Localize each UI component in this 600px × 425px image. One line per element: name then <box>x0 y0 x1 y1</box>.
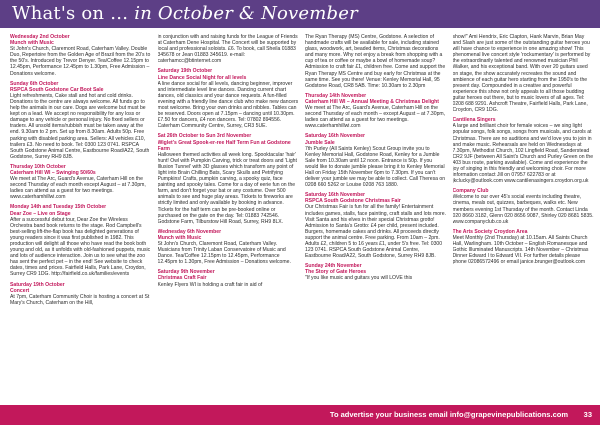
event-description: After a successful debut tour, Dear Zoe the Wireless Orchestra band book returns to the stage. Rod Campbell's best-selling lift-the-flap book has delighted generations of young readers since it was first published in 1982. This production will delight all those who have read the book both young and old, as it unfolds with old-fashioned puppets, music and lots of audience interaction. Join us to see what the zoo has sent the perfect pet – in the end! See website to check dates, times and prices. Fairfield Halls, Park Lane, Croydon, Surrey CR9 1DG. http://fairfield.co.uk/families/events <box>10 216 151 278</box>
event-entry <box>158 68 300 129</box>
event-date: Sat 26th October to Sun 3rd November <box>157 133 252 140</box>
event-date: Sunday 24th November <box>305 263 362 270</box>
event-description: 7th Purley (All Saints Kenley) Scout Group invite you to Kenley Memorial Hall, Godstone Road, Kenley for a Jumble Sale from 10.30am until 12 noon. Entrance is 50p. If you would like to donate jumble please bring it to Kenley Memorial Hall on Friday 15th November 6pm to 7.30pm. If you can't deliver your jumble we may be able to collect. Call Theresa on 0208 660 5262 or Louise 0208 763 1880. <box>305 145 446 189</box>
event-description: "If you like music and guitars you will LOVE this <box>305 275 413 282</box>
event-description: A large and brilliant choir for female voices – we sing light popular songs, folk songs, songs from musicals, and carols at Christmas. There are no auditions and we'd love you to join in and make music. Rehearsals are held on Wednesdays at 7.30pm, Methodist Church, 102 Lingfield Road, Sanderstead CR2 9JF (between All Saint's Church and Purley Green on the 403 bus route, parking available). Come and experience the joy of singing in this friendly and welcoming choir. For more information contact Jill on 07957 622783 or at jkclucky@outlook.com www.cantilenasingers.croydon.org.uk <box>452 123 594 185</box>
event-entry <box>10 34 152 77</box>
event-description: We meet at The Arc, Guard's Avenue, Caterham Hill on the second Thursday of each month except August – at 7.30pm, ladies can attend as a guest for two meetings. www.caterhamhillwi.com <box>10 176 146 201</box>
event-date: Monday 14th and Tuesday 15th October <box>10 204 107 211</box>
event-entry <box>305 34 447 89</box>
event-description: Halloween themed activities all week long. Spooktacular 'hair' hunt! Owl with Pumpkin Carving, trick or treat doors and 'Light Illusion Tunnel' with 3D glasses which transform any point of light into Brain Chilling Bats, Scary Skulls and Petrifying Pumpkins! Crafts, pumpkin carving, a spooky quiz, face painting and spooky tales. Come for a day of eerie fun on the farm, and don't forget your bat or any costume. Over 500 animals to see and huge play areas. Tickets to fireworks are strictly limited and only available by booking in advance. Tickets for the half term can be pre-booked online or purchased on the gate on the day. Tel: 01883 742546. Godstone Farm, Tilburstow Hill Road, Surrey, RH9 8LX. <box>157 151 297 225</box>
event-entry <box>453 117 595 184</box>
event-title: Christmas Craft Fair <box>157 275 207 282</box>
event-description: Welcome to our over 45's social events including theatre, cinema, meals out, quizzes, barbeques, walks etc. New members evening 1st Thursday of the month. Contact Linda 020 8660 3182, Glenn 020 8656 9087, Shirley 020 8681 5835. www.companyclub.co.uk <box>452 194 594 225</box>
event-entry <box>10 164 152 201</box>
event-description: in conjunction with and raising funds for the League of Friends at Caterham Dene Hospital. The Concert will be supported by local and professional soloists. £6. To book, call Sheila 01883 345678 or Jean 01883 345619. e-mail: caterhamcc@btinternet.com <box>157 34 298 65</box>
event-title: RSPCA South Godstone Christmas Fair <box>305 198 401 205</box>
event-entry <box>158 133 300 224</box>
advertising-link[interactable]: To advertise your business email info@grapevinepublications.com <box>329 410 568 419</box>
event-date: Wednesday 2nd October <box>10 34 70 40</box>
listing-column <box>453 34 595 401</box>
event-description: St John's Church, Claremont Road, Caterham Valley. Double Duo, Repertoire from the Golden Age of Brazil from the 20's to the 50's. Introduced by Trevor Denyer. Tea/Coffee 12.15pm to 12.45pm, Performance 12.45pm to 1.30pm, Free Admission – Donations welcome. <box>10 46 151 77</box>
event-date: Saturday 19th October <box>157 68 213 75</box>
event-description: At 7pm, Caterham Community Choir is hosting a concert at St Mary's Church, Caterham on the Hill, <box>10 293 150 306</box>
page-number: 33 <box>583 410 592 419</box>
event-entry <box>10 81 152 160</box>
event-entry <box>305 263 447 281</box>
event-date: Sunday 6th October <box>10 80 59 87</box>
event-date: Thursday 10th October <box>10 163 66 170</box>
event-entry <box>158 229 300 266</box>
event-title: Company Club <box>452 188 489 195</box>
event-entry <box>158 269 300 287</box>
event-date: Saturday 9th November <box>157 269 215 276</box>
event-date: Saturday 16th November <box>305 133 366 140</box>
event-title: The Arts Society Croydon Area <box>452 228 528 235</box>
page-footer-band <box>0 405 600 425</box>
page-header-band <box>0 0 600 28</box>
event-description: Meet Monthly (2nd Thursday) at 10.15am. All Saints Church Hall, Warlingham. 10th October – English Romanesque and Gothic Illuminated Manuscripts. 14th November – Christmas Dinner Edward I to Edward VII. For further details please phone 02086572496 or email janice.brunger@outlook.com <box>452 234 589 266</box>
listings-columns <box>10 34 594 401</box>
event-title: Dear Zoe – Live on Stage <box>10 210 71 217</box>
event-title: RSPCA South Godstone Car Boot Sale <box>10 86 104 93</box>
event-date: Saturday 16th November <box>305 192 366 199</box>
event-description: show!" Ami Hendrix, Eric Clapton, Hank Marvin, Brian May and Slash are just some of the outstanding guitar heroes you will have chance to experience in one amazing show! This phenomenal live concert style 'rockumentary' is performed by the extraordinarily talented and renowned musician Phil Walker, and his exceptional band. With over 20 guitars used on stage, the show accurately recreates the sound and ambience of each guitar hero starting from the 1950's to the present day. Compounded in a creative and powerful experience this show not only appeals to all those budding guitar heroes out there, but to music lovers of all ages. Tel: 0208 688 9291. Ashcroft Theatre, Fairfield Halls, Park Lane, Croydon, CR9 1DG. <box>452 34 591 114</box>
listing-column <box>305 34 447 401</box>
event-title: Caterham Hill WI – Swinging 50/60s <box>10 169 96 176</box>
event-entry <box>10 282 152 306</box>
event-entry <box>453 34 595 113</box>
event-title: Cantilena Singers <box>452 117 496 124</box>
page-title-emphasis: in October & November <box>134 3 358 24</box>
event-entry <box>305 93 447 130</box>
event-title: Munch with Music <box>10 40 54 47</box>
event-description: A line dance social for all levels, dancing beginner, improver and intermediate level line dances. Dancing current chart dances, old classics and your dance requests. A fun-filled evening with a friendly line dance club who make new dancers most welcome. Bring your own drinks and nibbles. Tables can be reserved. Doors open at 7.15pm – dancing until 10.30pm. £7.50 for dancers, £4 non dancers. Tel: 07802 894556. Caterham Community Centre, Surrey, CR3 5UE. <box>157 80 299 130</box>
event-entry <box>305 133 447 188</box>
event-title: The Story of Gate Heroes <box>305 269 367 276</box>
event-description: Kenley Flyers WI is holding a craft fair in aid of <box>157 281 263 288</box>
event-entry <box>10 204 152 277</box>
event-title: Line Dance Social Night for all levels <box>157 74 247 81</box>
listing-column <box>158 34 300 401</box>
listing-column <box>10 34 152 401</box>
event-date: Thursday 14th November <box>305 92 367 99</box>
event-description: St John's Church, Claremont Road, Caterham Valley. Musicians from Trinity Laban Conservatoire of Music and Dance. Tea/Coffee 12.15pm to 12.45pm, Performance 12.45pm to 1.30pm, Free Admission – Donations welcome. <box>157 241 291 266</box>
event-date: Wednesday 6th November <box>157 228 222 235</box>
event-entry <box>453 229 595 266</box>
event-description: Light refreshments, Cake stall and hot and cold drinks. Donations to the centre are always welcome. All funds go to help the animals in our care. Dogs are welcome but must be kept on a lead. We accept no responsibility for any loss or damage to any vehicle or personal injury. No fixed sellers or traders. All unsold items/rubbish must be taken away at the end. 9.30am to 2 pm. Set up from 8.30am. Adults 50p. Free parking with disabled parking area. Sellers: All vehicles £10, trailers £3. No need to book. Tel: 0300 123 0741. RSPCA South Godstone Animal Centre, Eastbourne Road/A22, South Godstone, Surrey RH9 8JB. <box>10 92 150 160</box>
event-description: We meet at The Arc, Guard's Avenue, Caterham Hill on the second Thursday of each month – except August – at 7.30pm, ladies can attend as a guest for two meetings. www.caterhamhillwi.com <box>305 105 446 130</box>
event-title: Caterham Hill WI – Annual Meeting & Christmas Delight <box>305 98 439 105</box>
page-title-main: What's on … <box>12 3 129 24</box>
event-entry <box>305 192 447 259</box>
event-title: Munch with Music <box>157 234 202 241</box>
event-description: The Ryan Therapy (MS) Centre, Godstone. A selection of handmade crafts will be available for sale, including stained glass, woodwork, art, beaded items, Christmas decorations and many more. Why not enjoy a break from shopping with a cup of tea or coffee or maybe a bowl of homemade soup? Admission to craft fair £1, children free. Come and support the Ryan Therapy MS Centre and buy early for Christmas at the same time. See you there! Venue: Kenley Memorial Hall, 95 Godstone Road, CR8 5AB. Time: 10.30am to 2.30pm <box>305 34 446 89</box>
event-title: Concert <box>10 287 30 294</box>
event-entry <box>453 188 595 225</box>
event-title: Jumble Sale <box>305 139 335 146</box>
event-entry <box>158 34 300 64</box>
event-description: Our Christmas Fair is fun for all the family! Entertainment includes games, stalls, face painting, craft stalls and lots more. Visit Santa and his elves in their special Christmas grotto! Admission to Santa's Grotto: £4 per child, present included. Burgers, homemade cakes and drinks. All proceeds directly support the animal centre. Free parking. From 10am – 2pm. Adults £2, children 5 to 16 years £1, under 5's free. Tel: 0300 123 0741. RSPCA South Godstone Animal Centre, Eastbourne Road/A22, South Godstone, Surrey RH9 8JB. <box>305 204 446 260</box>
event-date: Saturday 19th October <box>10 281 65 288</box>
page-title <box>12 3 358 24</box>
event-title: Wiglet's Great Spook-er-ree Half Term Fun at Godstone Farm <box>157 139 291 152</box>
